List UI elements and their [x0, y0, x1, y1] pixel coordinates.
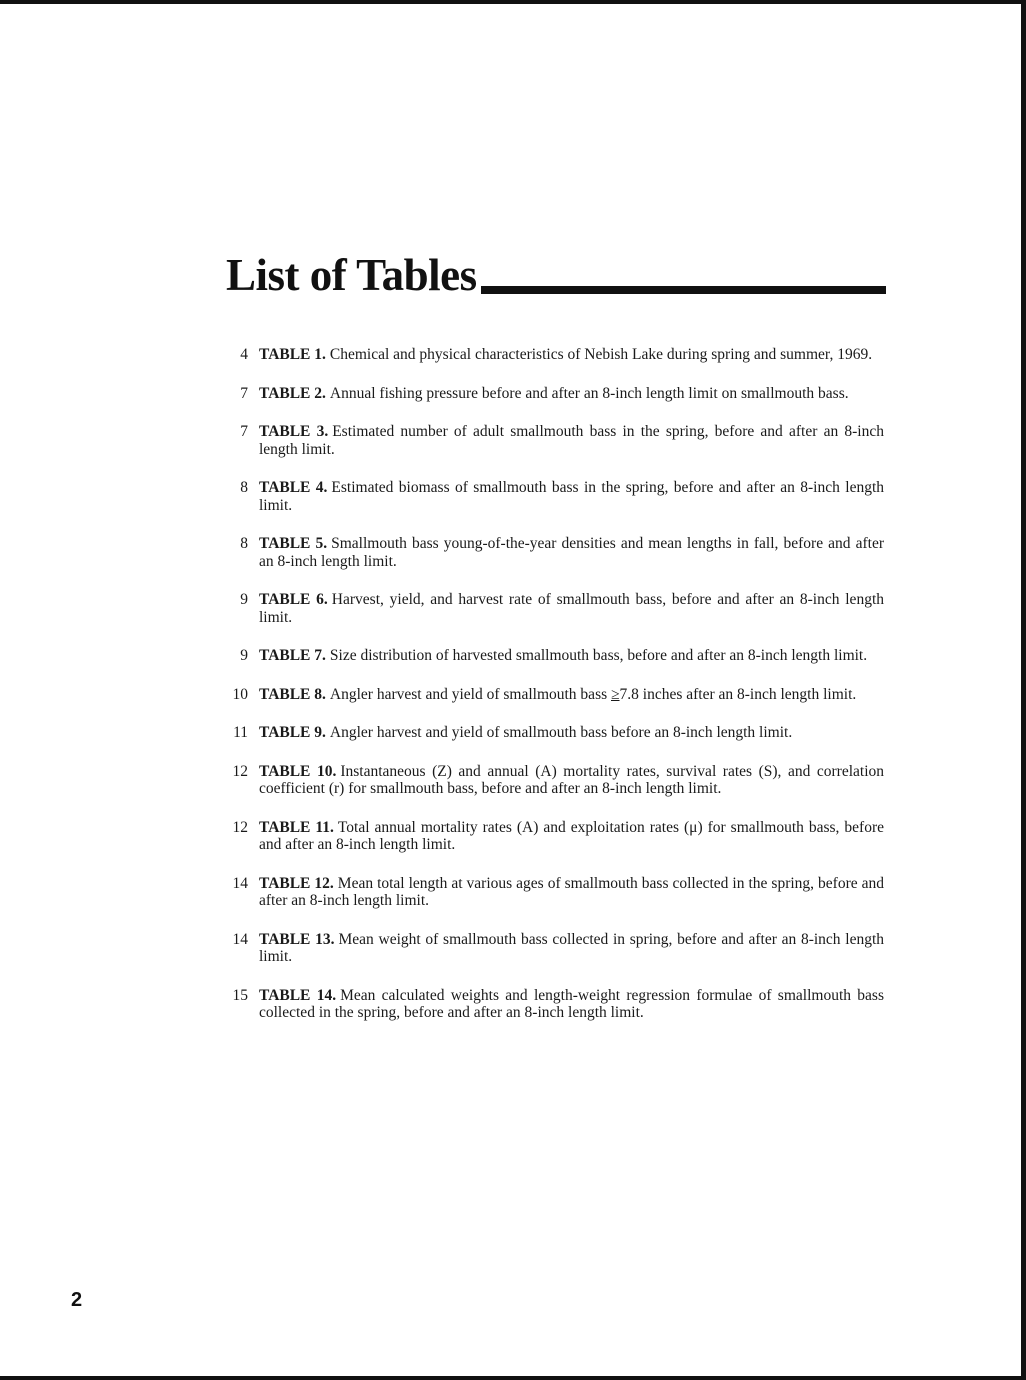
- toc-table-caption: Angler harvest and yield of smallmouth bass before an 8-inch length limit.: [329, 724, 793, 741]
- toc-table-label: TABLE 12.: [259, 874, 334, 892]
- toc-entry-text: [259, 724, 884, 742]
- toc-table-label: TABLE 13.: [259, 930, 335, 948]
- toc-table-caption: Smallmouth bass young-of-the-year densities and mean lengths in fall, before and after an 8-inch length limit.: [259, 535, 884, 570]
- toc-page-number: 12: [232, 818, 248, 836]
- toc-entry-table-3[interactable]: [222, 423, 884, 458]
- toc-table-caption: Size distribution of harvested smallmouth bass, before and after an 8-inch length limit.: [329, 647, 868, 664]
- toc-entry-text: [259, 346, 884, 364]
- page-title: List of Tables: [226, 250, 477, 300]
- toc-table-label: TABLE 14.: [259, 986, 337, 1004]
- toc-entry-table-9[interactable]: [222, 724, 884, 742]
- toc-page-number: 7: [240, 423, 248, 440]
- toc-entry-text: [259, 819, 884, 854]
- toc-page-number: 12: [232, 762, 248, 780]
- toc-entry-text: [259, 535, 884, 570]
- toc-page-number: 4: [240, 346, 248, 363]
- toc-entry-text: [259, 686, 884, 704]
- toc-entry-table-12[interactable]: [222, 875, 884, 910]
- toc-table-caption: Instantaneous (Z) and annual (A) mortality rates, survival rates (S), and correlation coefficient (r) for smallmouth bass, before and after an 8-inch length limit.: [259, 762, 884, 797]
- page-border-right: [1021, 0, 1026, 1380]
- toc-entry-text: [259, 479, 884, 514]
- toc-table-label: TABLE 1.: [259, 346, 326, 363]
- toc-entry-table-8[interactable]: [222, 686, 884, 704]
- toc-entry-text: [259, 931, 884, 966]
- toc-entry-table-11[interactable]: [222, 819, 884, 854]
- toc-table-label: TABLE 10.: [259, 762, 337, 780]
- toc-page-number: 8: [240, 479, 248, 496]
- toc-page-number: 14: [232, 930, 248, 948]
- toc-entry-text: [259, 591, 884, 626]
- page-border-bottom: [0, 1376, 1026, 1380]
- toc-entry-table-1[interactable]: [222, 346, 884, 364]
- toc-table-caption: Harvest, yield, and harvest rate of smallmouth bass, before and after an 8-inch length limit.: [259, 591, 884, 626]
- toc-entry-table-7[interactable]: [222, 647, 884, 665]
- toc-table-caption: Mean weight of smallmouth bass collected in spring, before and after an 8-inch length limit.: [259, 930, 885, 965]
- toc-table-label: TABLE 6.: [259, 591, 328, 608]
- table-of-contents: [222, 346, 884, 1043]
- toc-table-label: TABLE 9.: [259, 724, 326, 741]
- toc-page-number: 8: [240, 535, 248, 552]
- toc-page-number: 11: [233, 724, 248, 741]
- toc-page-number: 9: [240, 591, 248, 608]
- toc-table-caption: Annual fishing pressure before and after an 8-inch length limit on smallmouth bass.: [329, 384, 849, 402]
- toc-table-label: TABLE 11.: [259, 818, 334, 836]
- toc-entry-text: [259, 647, 884, 665]
- page-number: 2: [71, 1289, 83, 1311]
- toc-entry-table-6[interactable]: [222, 591, 884, 626]
- toc-table-caption: Mean total length at various ages of smallmouth bass collected in the spring, before and after an 8-inch length limit.: [259, 874, 884, 909]
- toc-page-number: 15: [232, 986, 248, 1004]
- toc-table-label: TABLE 2.: [259, 384, 326, 402]
- toc-table-caption-end: 7.8 inches after an 8-inch length limit.: [619, 685, 857, 703]
- toc-table-label: TABLE 8.: [259, 685, 326, 703]
- toc-page-number: 9: [240, 647, 248, 664]
- toc-table-label: TABLE 7.: [259, 647, 326, 664]
- toc-table-caption: Total annual mortality rates (A) and exploitation rates (μ) for smallmouth bass, before and after an 8-inch length limit.: [259, 818, 884, 853]
- toc-table-caption: Estimated number of adult smallmouth bass in the spring, before and after an 8-inch length limit.: [259, 423, 884, 458]
- toc-entry-text: [259, 763, 884, 798]
- greater-or-equal-symbol: ≥: [611, 685, 620, 703]
- toc-entry-table-10[interactable]: [222, 763, 884, 798]
- toc-table-caption: Mean calculated weights and length-weight regression formulae of smallmouth bass collected in the spring, before and after an 8-inch length limit.: [259, 986, 884, 1021]
- toc-entry-table-5[interactable]: [222, 535, 884, 570]
- toc-entry-text: [259, 385, 884, 403]
- page-border-top: [0, 0, 1026, 4]
- toc-entry-table-4[interactable]: [222, 479, 884, 514]
- toc-table-label: TABLE 5.: [259, 535, 328, 552]
- toc-page-number: 10: [232, 685, 248, 703]
- toc-entry-text: [259, 875, 884, 910]
- toc-entry-text: [259, 987, 884, 1022]
- toc-page-number: 7: [240, 384, 248, 402]
- toc-entry-table-13[interactable]: [222, 931, 884, 966]
- list-of-tables-heading: [226, 250, 886, 300]
- toc-table-caption-start: Angler harvest and yield of smallmouth bass: [329, 685, 608, 703]
- toc-entry-table-2[interactable]: [222, 385, 884, 403]
- toc-table-caption: Estimated biomass of smallmouth bass in the spring, before and after an 8-inch length limit.: [259, 479, 884, 514]
- toc-table-caption: Chemical and physical characteristics of Nebish Lake during spring and summer, 1969.: [329, 346, 873, 363]
- toc-entry-text: [259, 423, 884, 458]
- toc-page-number: 14: [232, 874, 248, 892]
- heading-rule: [481, 286, 886, 294]
- toc-table-label: TABLE 4.: [259, 479, 328, 496]
- toc-table-label: TABLE 3.: [259, 423, 329, 440]
- toc-entry-table-14[interactable]: [222, 987, 884, 1022]
